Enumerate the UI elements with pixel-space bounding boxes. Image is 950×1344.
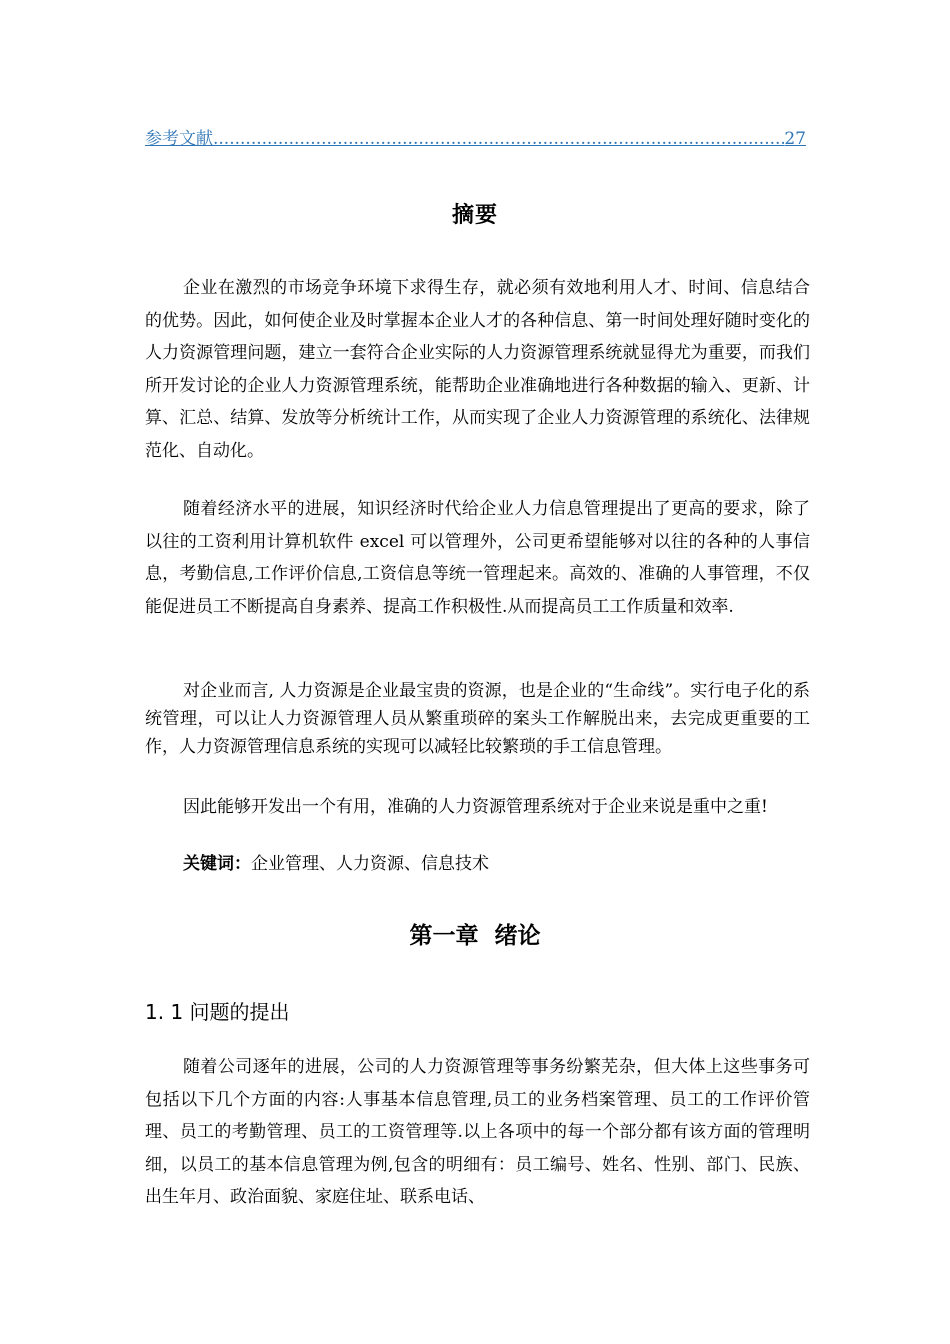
keywords-label: 关键词： [183,854,251,874]
keywords-value: 企业管理、人力资源、信息技术 [251,854,489,874]
abstract-paragraph-3: 对企业而言, 人力资源是企业最宝贵的资源，也是企业的“生命线”。实行电子化的系统管理，可以让人力资源管理人员从繁重琐碎的案头工作解脱出来，去完成更重要的工作，人力资源管理信息系统的实现可以减轻比较繁琐的手工信息管理。 [145,681,810,758]
section-paragraph: 随着公司逐年的进展，公司的人力资源管理等事务纷繁芜杂，但大体上这些事务可包括以下几个方面的内容:人事基本信息管理,员工的业务档案管理、员工的工作评价管理、员工的考勤管理、员工的工资管理等.以上各项中的每一个部分都有该方面的管理明细，以员工的基本信息管理为例,包含的明细有：员工编号、姓名、性别、部门、民族、出生年月、政治面貌、家庭住址、联系电话、 [145,1057,810,1208]
keywords-line [183,850,489,878]
abstract-paragraph-4: 因此能够开发出一个有用，准确的人力资源管理系统对于企业来说是重中之重! [183,797,768,817]
toc-page-number: 27 [784,129,806,149]
abstract-heading: 摘要 [451,203,498,228]
section-heading: 1. 1 问题的提出 [145,1000,290,1024]
chapter-heading: 第一章 绪论 [409,923,541,949]
toc-entry-references-link[interactable] [145,124,806,149]
abstract-paragraph-1: 企业在激烈的市场竞争环境下求得生存，就必须有效地利用人才、时间、信息结合的优势。因此，如何使企业及时掌握本企业人才的各种信息、第一时间处理好随时变化的人力资源管理问题，建立一套符合企业实际的人力资源管理系统就显得尤为重要，而我们所开发讨论的企业人力资源管理系统，能帮助企业准确地进行各种数据的输入、更新、计算、汇总、结算、发放等分析统计工作，从而实现了企业人力资源管理的系统化、法律规范化、自动化。 [145,278,810,461]
toc-dot-leader [213,129,784,149]
abstract-paragraph-2: 随着经济水平的进展，知识经济时代给企业人力信息管理提出了更高的要求，除了以往的工资利用计算机软件 excel 可以管理外，公司更希望能够对以往的各种的人事信息，考勤信息,工作评价信息,工资信息等统一管理起来。高效的、准确的人事管理，不仅能促进员工不断提高自身素养、提高工作积极性.从而提高员工工作质量和效率. [145,499,810,617]
toc-entry-label: 参考文献 [145,129,213,149]
